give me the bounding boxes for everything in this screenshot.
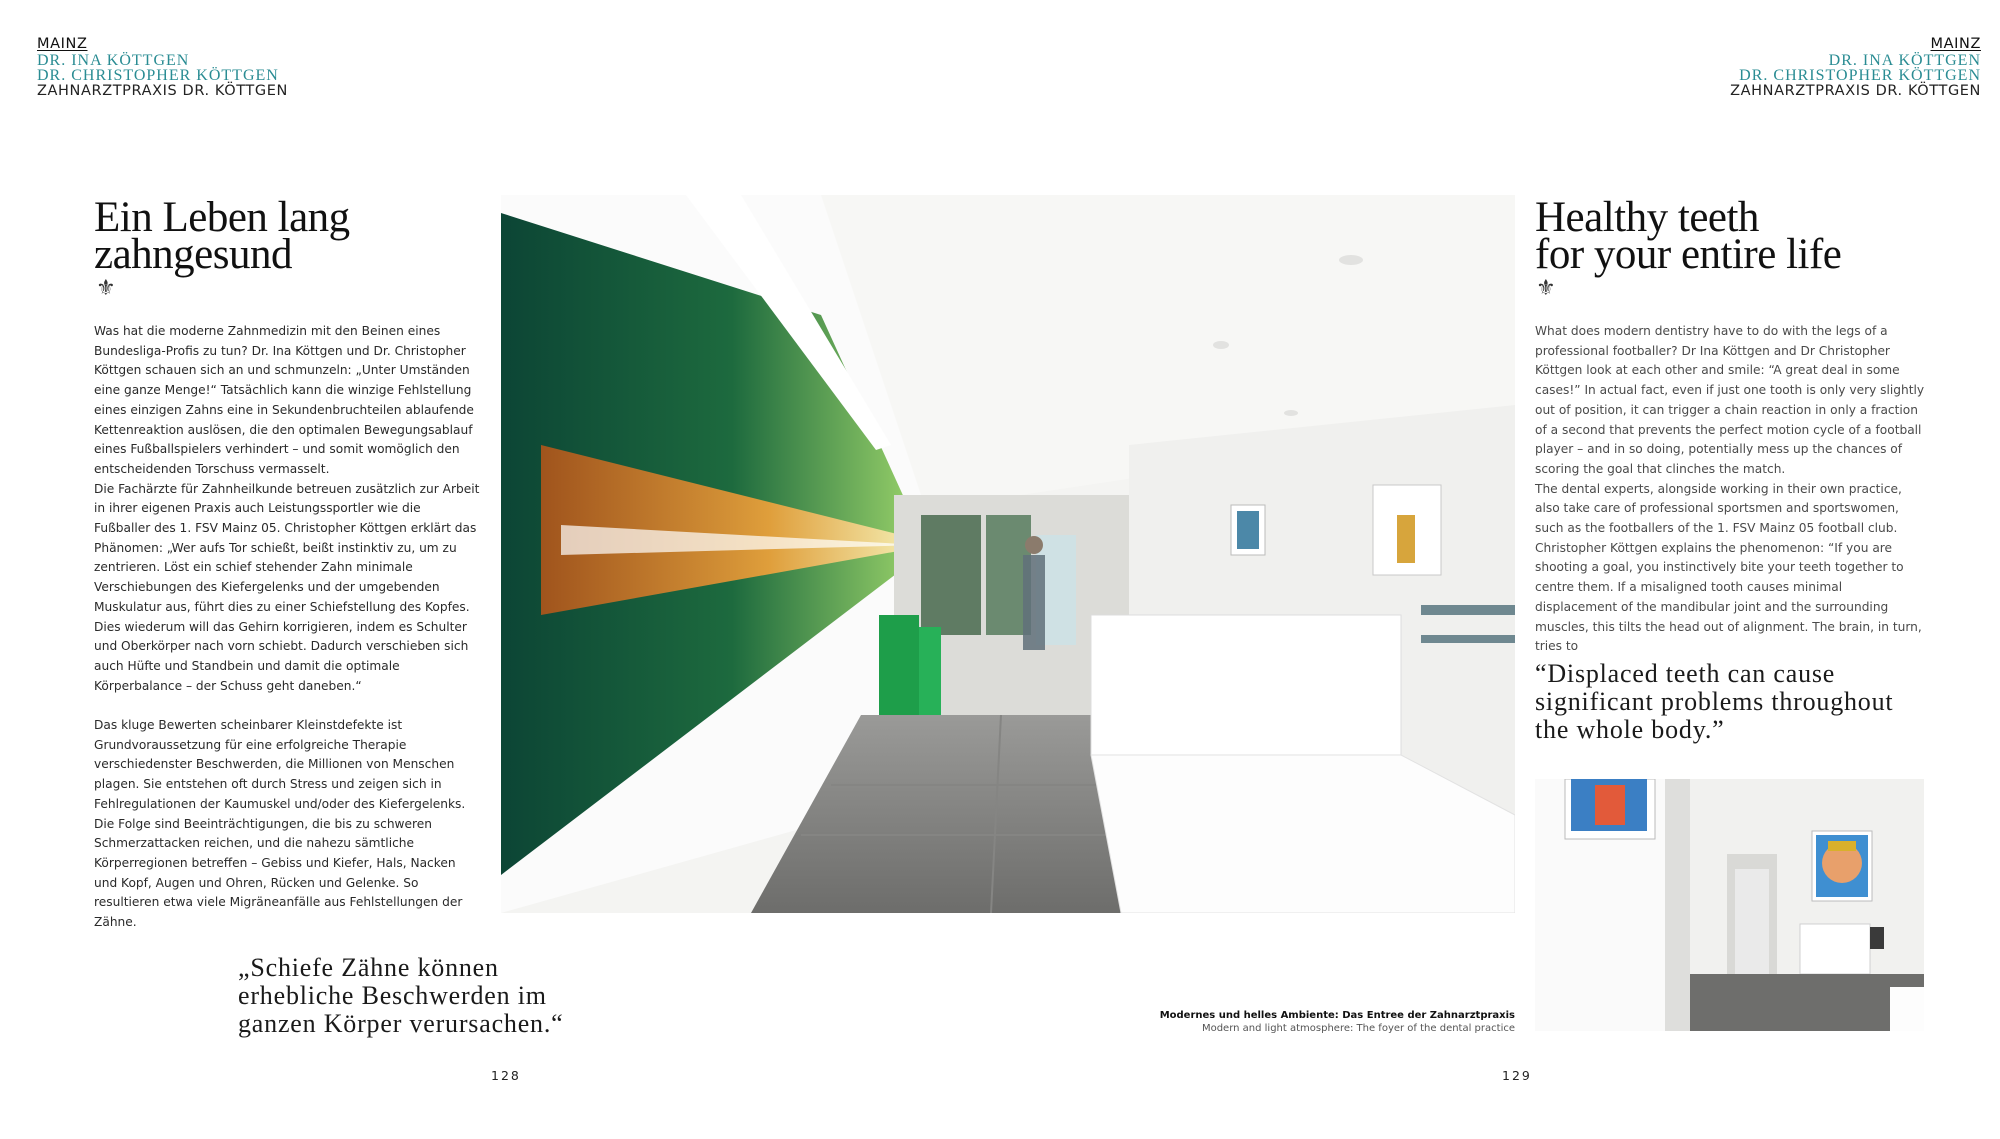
header-practice: ZAHNARZTPRAXIS DR. KÖTTGEN — [1730, 82, 1981, 99]
english-paragraph-1: What does modern dentistry have to do with the legs of a professional footballer? Dr Ina Köttgen and Dr Christopher Köttgen look at each other and smile: “A great deal in some cases!” In actual fact, even if just one tooth is only very slightly out of position, it can trigger a chain reaction in only a fraction of a second that prevents the perfect motion cycle of a football player – and in so doing, potentially mess up the chances of scoring the goal that clinches the match. — [1535, 324, 1925, 476]
header-doctor-2: DR. CHRISTOPHER KÖTTGEN — [37, 67, 279, 84]
english-pull-quote — [1535, 660, 1893, 744]
foyer-illustration — [501, 195, 1515, 913]
header-city: MAINZ — [37, 36, 88, 52]
english-title-line-1: Healthy teeth — [1535, 194, 1759, 241]
hallway-illustration — [1535, 779, 1924, 1031]
hallway-photo — [1535, 779, 1924, 1031]
fleur-de-lis-icon: ⚜ — [96, 276, 116, 301]
german-quote-line-1: „Schiefe Zähne können — [238, 953, 499, 982]
foyer-photo — [501, 195, 1515, 913]
header-doctor-1: DR. INA KÖTTGEN — [37, 51, 190, 69]
german-title-line-1: Ein Leben lang — [94, 194, 350, 241]
english-paragraph-2: The dental experts, alongside working in their own practice, also take care of professional sportsmen and sportswomen, such as the footballers of the 1. FSV Mainz 05 football club. Christopher Köttgen explains the phenomenon: “If you are shooting a goal, you instinctively bite your teeth together to centre them. If a misaligned tooth causes minimal displacement of the mandibular joint and the surrounding muscles, this tilts the head out of alignment. The brain, in turn, tries to — [1535, 481, 1922, 654]
german-title-line-2: zahngesund — [94, 231, 292, 278]
fleur-de-lis-icon: ⚜ — [1536, 276, 1556, 301]
english-body-text — [1535, 322, 1925, 657]
german-title — [94, 194, 350, 278]
english-quote-line-2: significant problems throughout — [1535, 687, 1894, 716]
running-header-right — [1730, 37, 1981, 99]
english-quote-line-1: “Displaced teeth can cause — [1535, 659, 1836, 688]
german-paragraph-2: Die Fachärzte für Zahnheilkunde betreuen zusätzlich zur Arbeit in ihrer eigenen Praxis auch Leistungssportler wie die Fußballer des 1. FSV Mainz 05. Christopher Köttgen erklärt das Phänomen: „Wer aufs Tor schießt, beißt instinktiv zu, um zu zentrieren. Löst ein schief stehender Zahn minimale Verschiebungen des Kiefergelenks und der umgebenden Muskulatur aus, führt dies zu einer Schiefstellung des Kopfes. Dies wiederum will das Gehirn korrigieren, indem es Schulter und Oberkörper nach vorn schiebt. Dadurch verschieben sich auch Hüfte und Standbein und damit die optimale Körperbalance – der Schuss geht daneben.“ — [94, 481, 480, 693]
german-pull-quote — [238, 954, 564, 1038]
photo-caption — [1160, 1009, 1515, 1035]
page-number-right: 129 — [1502, 1068, 1532, 1083]
header-city: MAINZ — [1930, 36, 1981, 52]
english-quote-line-3: the whole body.” — [1535, 715, 1725, 744]
caption-german: Modernes und helles Ambiente: Das Entree der Zahnarztpraxis — [1159, 1010, 1515, 1021]
english-title — [1535, 194, 1842, 278]
german-paragraph-3: Das kluge Bewerten scheinbarer Kleinstdefekte ist Grundvoraussetzung für eine erfolgreiche Therapie verschiedenster Beschwerden, die Millionen von Menschen plagen. Sie entstehen oft durch Stress und zeigen sich in Fehlregulationen der Kaumuskel und/oder des Kiefergelenks. Die Folge sind Beeinträchtigungen, die bis zu schweren Schmerzattacken reichen, und die nahezu sämtliche Körperregionen betreffen – Gebiss und Kiefer, Hals, Nacken und Kopf, Augen und Ohren, Rücken und Gelenke. So resultieren etwa viele Migräneanfälle aus Fehlstellungen der Zähne. — [94, 718, 466, 930]
running-header-left — [37, 37, 288, 99]
page-number-left: 128 — [491, 1068, 521, 1083]
german-body-text — [94, 322, 480, 933]
header-doctor-2: DR. CHRISTOPHER KÖTTGEN — [1739, 67, 1981, 84]
german-quote-line-2: erhebliche Beschwerden im — [238, 981, 547, 1010]
german-quote-line-3: ganzen Körper verursachen.“ — [238, 1009, 564, 1038]
english-title-line-2: for your entire life — [1535, 231, 1842, 278]
header-practice: ZAHNARZTPRAXIS DR. KÖTTGEN — [37, 82, 288, 99]
caption-english: Modern and light atmosphere: The foyer of the dental practice — [1201, 1023, 1515, 1034]
german-paragraph-1: Was hat die moderne Zahnmedizin mit den Beinen eines Bundesliga-Profis zu tun? Dr. Ina Köttgen und Dr. Christopher Köttgen schauen sich an und schmunzeln: „Unter Umständen eine ganze Menge!“ Tatsächlich kann die winzige Fehlstellung eines einzigen Zahns eine in Sekundenbruchteilen ablaufende Kettenreaktion auslösen, die den optimalen Bewegungsablauf eines Fußballspielers verhindert – und somit womöglich den entscheidenden Torschuss vermasselt. — [94, 324, 474, 476]
header-doctor-1: DR. INA KÖTTGEN — [1828, 51, 1981, 69]
